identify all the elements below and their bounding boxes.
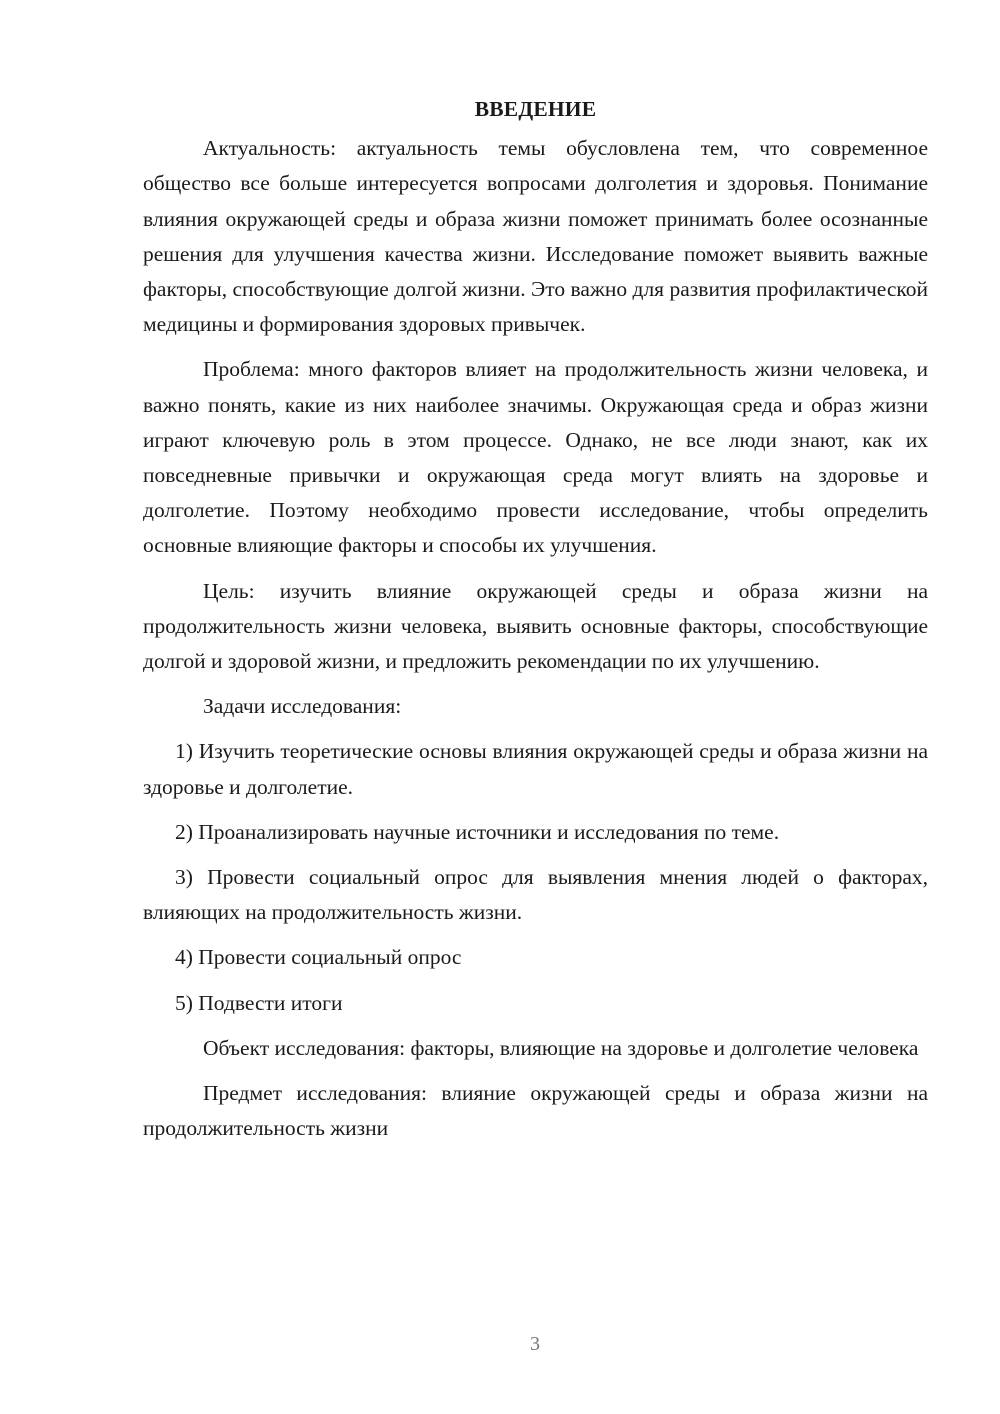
task-item: 5) Подвести итоги [175,990,343,1015]
task-item: 4) Провести социальный опрос [175,945,462,970]
task-item: 3) Провести социальный опрос для выявления мнения людей о факторах, влияющих на продолжительность жизни. [143,865,928,925]
page-title: ВВЕДЕНИЕ [474,97,597,121]
subject-paragraph: Предмет исследования: влияние окружающей среды и образа жизни на продолжительность жизни [143,1081,928,1141]
task-item: 1) Изучить теоретические основы влияния окружающей среды и образа жизни на здоровье и долголетие. [143,739,928,799]
tasks-heading: Задачи исследования: [203,694,402,719]
problem-paragraph: Проблема: много факторов влияет на продолжительность жизни человека, и важно понять, какие из них наиболее значимы. Окружающая среда и образ жизни играют ключевую роль в этом процессе. Однако, не все люди знают, как их повседневные привычки и окружающая среда могут влиять на здоровье и долголетие. Поэтому необходимо провести исследование, чтобы определить основные влияющие факторы и способы их улучшения. [143,357,928,558]
relevance-paragraph: Актуальность: актуальность темы обусловлена тем, что современное общество все больше интересуется вопросами долголетия и здоровья. Понимание влияния окружающей среды и образа жизни поможет принимать более осознанные решения для улучшения качества жизни. Исследование поможет выявить важные факторы, способствующие долгой жизни. Это важно для развития профилактической медицины и формирования здоровых привычек. [143,136,928,337]
object-paragraph: Объект исследования: факторы, влияющие на здоровье и долголетие человека [203,1035,919,1060]
page-number: 3 [530,1333,540,1355]
task-item: 2) Проанализировать научные источники и исследования по теме. [175,819,780,844]
goal-paragraph: Цель: изучить влияние окружающей среды и образа жизни на продолжительность жизни человека, выявить основные факторы, способствующие долгой и здоровой жизни, и предложить рекомендации по их улучшению. [143,578,928,674]
document-page [143,92,928,1156]
